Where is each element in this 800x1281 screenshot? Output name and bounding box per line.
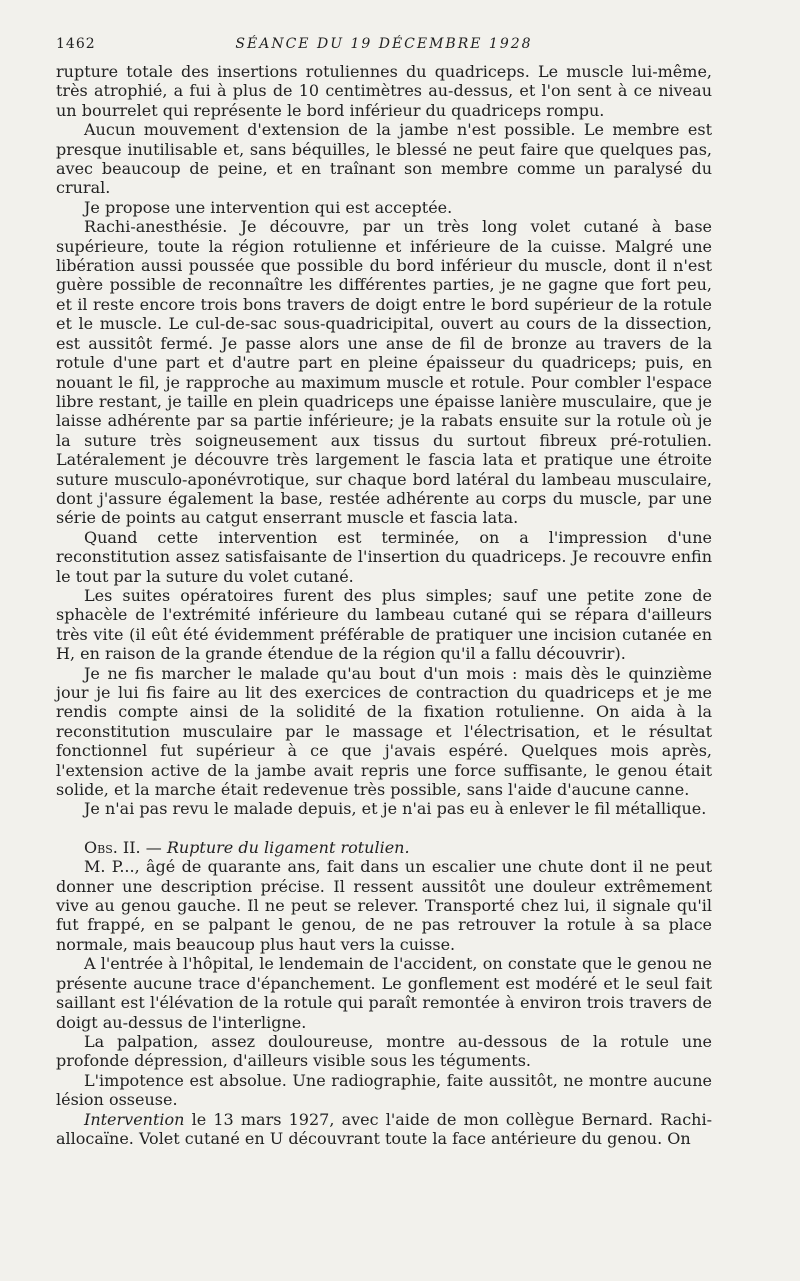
paragraph: Je propose une intervention qui est acceptée. xyxy=(84,197,453,217)
observation-label: Obs. II. xyxy=(84,837,141,857)
paragraph: Les suites opératoires furent des plus simples; sauf une petite zone de sphacèle de l'extrémité inférieure du lambeau cutané qui se répara d'ailleurs très vite (il eût été évidemment préférable de pratiquer une incision cutanée en H, en raison de la grande étendue de la région qu'il a fallu découvrir). xyxy=(56,585,712,664)
section-gap xyxy=(56,819,712,838)
paragraph: Je ne fis marcher le malade qu'au bout d'un mois : mais dès le quinzième jour je lui fis faire au lit des exercices de contraction du quadriceps et je me rendis compte ainsi de la solidité de la fixation rotulienne. On aida à la reconstitution musculaire par le massage et l'électrisation, et le résultat fonctionnel fut supérieur à ce que j'avais espéré. Quelques mois après, l'extension active de la jambe avait repris une force suffisante, le genou était solide, et la marche était redevenue très possible, sans l'aide d'aucune canne. xyxy=(56,663,712,800)
paragraph-last xyxy=(56,1110,712,1149)
paragraph: M. P..., âgé de quarante ans, fait dans un escalier une chute dont il ne peut donner une description précise. Il ressent aussitôt une douleur extrêmement vive au genou gauche. Il ne peut se relever. Transporté chez lui, il signale qu'il fut frappé, en se palpant le genou, de ne pas retrouver la rotule à sa place normale, mais beaucoup plus haut vers la cuisse. xyxy=(56,857,712,954)
paragraph: Je n'ai pas revu le malade depuis, et je n'ai pas eu à enlever le fil métallique. xyxy=(84,799,707,819)
observation-dash: — xyxy=(140,837,167,857)
observation-title: Rupture du ligament rotulien. xyxy=(166,837,410,857)
page-number: 1462 xyxy=(56,36,96,52)
observation-heading xyxy=(56,838,712,857)
paragraph: Rachi-anesthésie. Je découvre, par un très long volet cutané à base supérieure, toute la région rotulienne et inférieure de la cuisse. Malgré une libération aussi poussée que possible du bord inférieur du muscle, dont il n'est guère possible de reconnaître les différentes parties, je ne gagne que fort peu, et il reste encore trois bons travers de doigt entre le bord supérieur de la rotule et le muscle. Le cul-de-sac sous-quadricipital, ouvert au cours de la dissection, est aussitôt fermé. Je passe alors une anse de fil de bronze au travers de la rotule d'une part et d'autre part en pleine épaisseur du quadriceps; puis, en nouant le fil, je rapproche au maximum muscle et rotule. Pour combler l'espace libre restant, je taille en plein quadriceps une épaisse lanière musculaire, que je laisse adhérente par sa partie inférieure; je la rabats ensuite sur la rotule où je la suture très soigneusement aux tissus du surtout fibreux pré-rotulien. Latéralement je découvre très largement le fascia lata et pratique une étroite suture musculo-aponévrotique, sur chaque bord latéral du lambeau musculaire, dont j'assure également la base, restée adhérente au corps du muscle, par une série de points au catgut enserrant muscle et fascia lata. xyxy=(56,217,712,528)
paragraph: Quand cette intervention est terminée, on a l'impression d'une reconstitution assez satisfaisante de l'insertion du quadriceps. Je recouvre enfin le tout par la suture du volet cutané. xyxy=(56,527,712,586)
intervention-text: le 13 mars 1927, avec l'aide de mon collègue Bernard. Rachi-allocaïne. Volet cutané en U découvrant toute la face antérieure du genou. On xyxy=(56,1109,712,1148)
paragraph: Aucun mouvement d'extension de la jambe n'est possible. Le membre est presque inutilisable et, sans béquilles, le blessé ne peut faire que quelques pas, avec beaucoup de peine, et en traînant son membre comme un paralysé du crural. xyxy=(56,120,712,198)
intervention-lead: Intervention xyxy=(84,1109,185,1129)
body-text xyxy=(56,62,712,1148)
running-title: SÉANCE DU 19 DÉCEMBRE 1928 xyxy=(235,36,533,52)
paragraph: A l'entrée à l'hôpital, le lendemain de l'accident, on constate que le genou ne présente aucune trace d'épanchement. Le gonflement est modéré et le seul fait saillant est l'élévation de la rotule qui paraît remontée à environ trois travers de doigt au-dessus de l'interligne. xyxy=(56,954,712,1032)
paragraph: rupture totale des insertions rotuliennes du quadriceps. Le muscle lui-même, très atrophié, a fui à plus de 10 centimètres au-dessus, et l'on sent à ce niveau un bourrelet qui représente le bord inférieur du quadriceps rompu. xyxy=(56,62,712,120)
paragraph: L'impotence est absolue. Une radiographie, faite aussitôt, ne montre aucune lésion osseuse. xyxy=(56,1070,712,1110)
page-header xyxy=(56,36,712,58)
paragraph: La palpation, assez douloureuse, montre au-dessous de la rotule une profonde dépression, d'ailleurs visible sous les téguments. xyxy=(56,1031,712,1071)
